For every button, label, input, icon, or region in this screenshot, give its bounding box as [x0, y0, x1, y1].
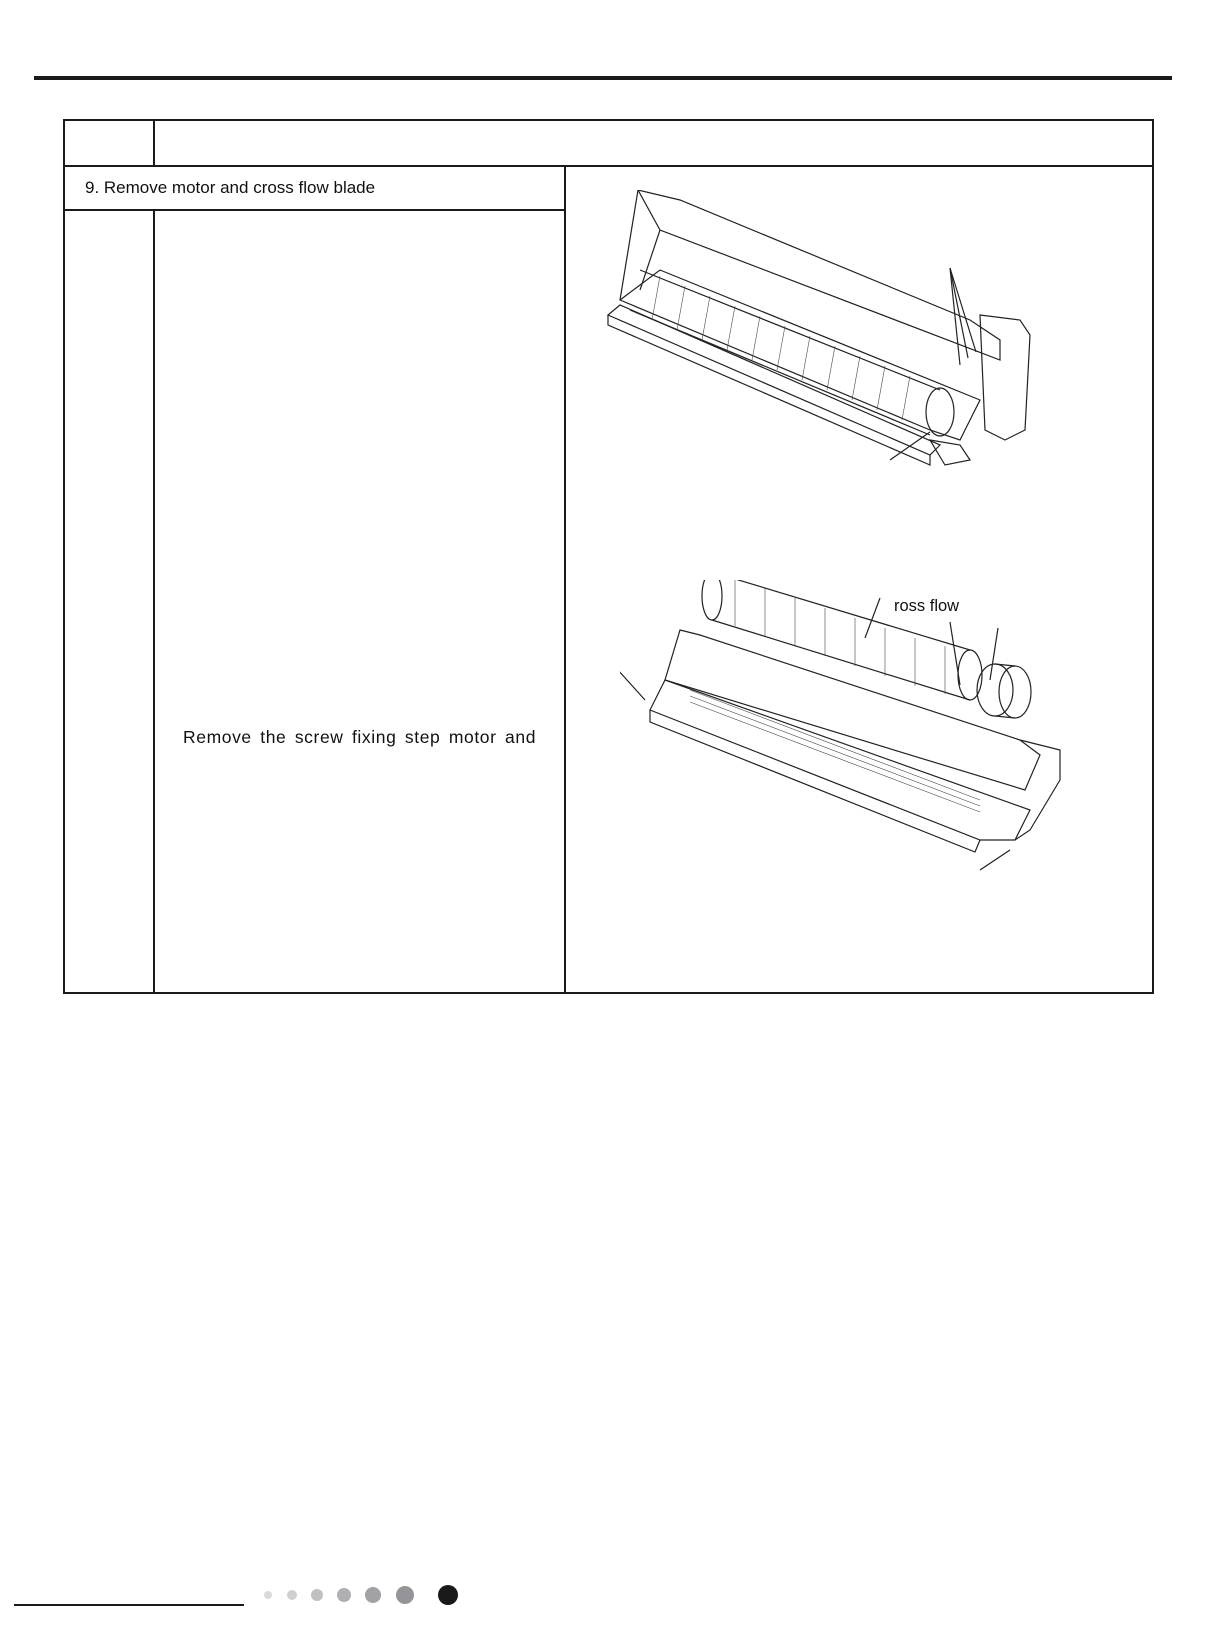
progress-dot	[287, 1590, 297, 1600]
figure-label-crossflow: ross flow	[894, 597, 960, 615]
table-divider-left-top	[153, 121, 155, 166]
table-header-rule	[65, 165, 1152, 167]
footer-rule	[14, 1604, 244, 1606]
table-divider-middle	[564, 166, 566, 994]
step-title: 9. Remove motor and cross flow blade	[85, 178, 376, 197]
procedure-text: Remove the screw fixing step motor and	[183, 727, 537, 747]
table-divider-left-body	[153, 209, 155, 994]
page-progress-dots	[260, 1580, 480, 1610]
progress-dot	[311, 1589, 323, 1601]
exploded-figure	[620, 580, 1080, 920]
progress-dot	[264, 1591, 272, 1599]
progress-dot-active	[438, 1585, 458, 1605]
table-step-title-rule	[65, 209, 564, 211]
header-rule	[34, 76, 1172, 80]
progress-dot	[337, 1588, 351, 1602]
progress-dot	[396, 1586, 414, 1604]
progress-dot	[365, 1587, 381, 1603]
assembly-figure	[600, 190, 1080, 500]
